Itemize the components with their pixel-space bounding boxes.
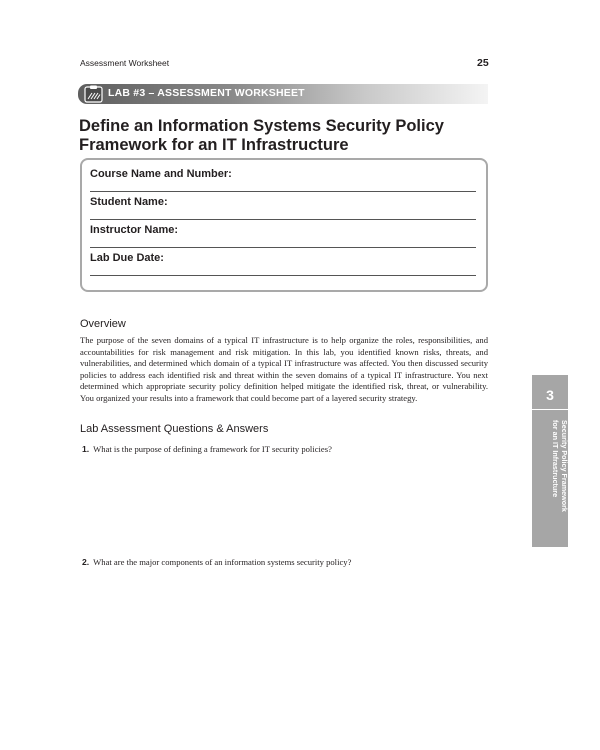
overview-heading: Overview [80,318,126,330]
lab-banner-label: LAB #3 – ASSESSMENT WORKSHEET [108,87,305,99]
question-1-number: 1. [82,444,90,454]
overview-paragraph: The purpose of the seven domains of a typical IT infrastructure is to help organize the roles, responsibilities, and accountabilities for risk management and risk mitigation. In this lab, you identified known risks, threats, and vulnerabilities, and determined which domain of a typical IT infrastructure was affected. You then discussed security policies to address each identified risk and threat within the seven domains of a typical IT infrastructure. You next determined which appropriate security policy definition helped mitigate the identified risk, threat, or vulnerability. You organized your results into a framework that could become part of a layered security strategy. [80,335,488,403]
lab-due-date-field[interactable] [90,248,476,276]
clipboard-icon [81,85,107,103]
instructor-name-field[interactable] [90,220,476,248]
question-1-text: What is the purpose of defining a framework for IT security policies? [93,444,332,454]
course-name-field[interactable] [90,164,476,192]
student-name-label: Student Name: [90,196,168,208]
question-2-number: 2. [82,557,90,567]
running-head: Assessment Worksheet [80,58,170,68]
chapter-title-line-3: for an IT Infrastructure [551,420,561,498]
question-1 [82,444,332,454]
course-name-label: Course Name and Number: [90,168,232,180]
qa-heading: Lab Assessment Questions & Answers [80,423,269,435]
question-2-text: What are the major components of an information systems security policy? [93,557,352,567]
chapter-side-tab [532,375,577,547]
chapter-title-vertical [551,420,576,542]
lab-due-date-label: Lab Due Date: [90,252,164,264]
side-tab-divider [532,409,568,410]
page-number: 25 [477,57,489,69]
instructor-name-label: Instructor Name: [90,224,179,236]
student-info-box [80,158,488,292]
question-2 [82,557,351,567]
chapter-title-line-2: Security Policy Framework [559,420,569,512]
chapter-number: 3 [546,387,554,403]
chapter-title-line-1: Define an Information Systems [568,420,577,526]
worksheet-title: Define an Information Systems Security Policy Framework for an IT Infrastructure [79,117,444,154]
lab-banner [78,84,488,104]
student-name-field[interactable] [90,192,476,220]
